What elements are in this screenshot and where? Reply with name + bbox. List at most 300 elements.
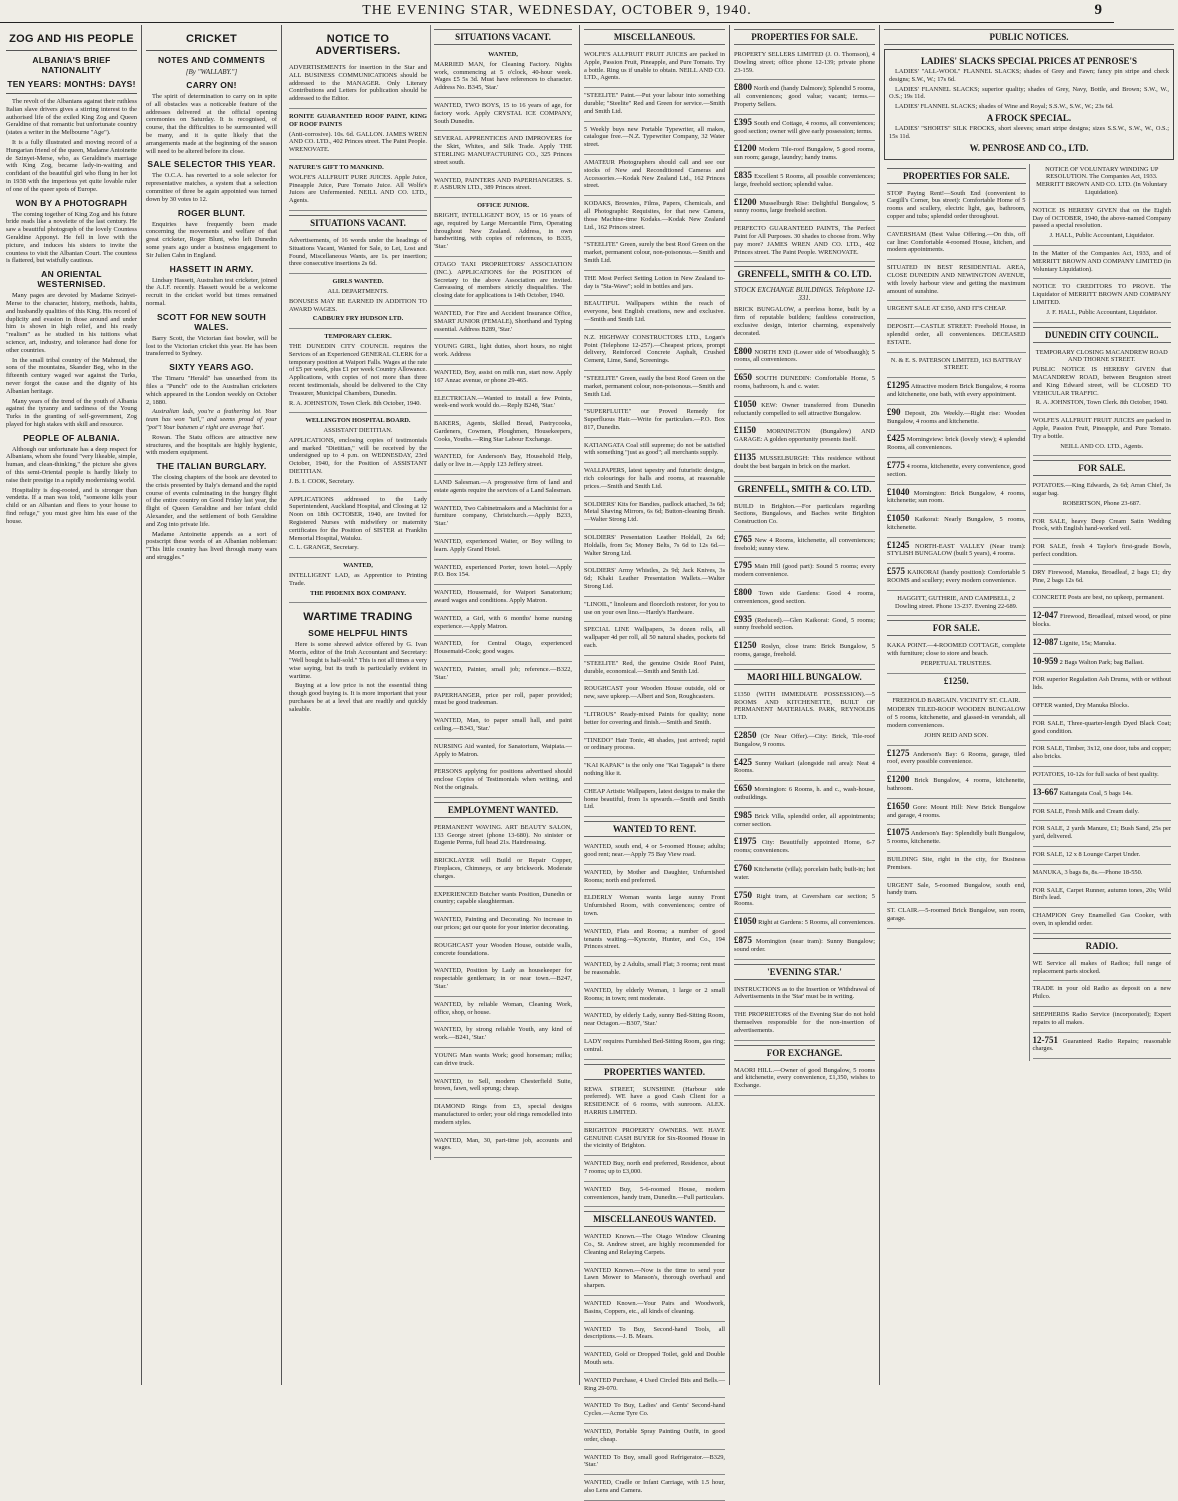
ad-text: KATIANGATA Coal still supreme; do not be satisfied with something "just as good"; all merchants supply. [584,441,725,457]
classified-ad [584,565,725,596]
phone-listing [1033,1035,1172,1060]
ad-text: BUILD in Brighton.—For particulars regarding Sections, Bungalows, and Baches write Brighton Construction Co. [734,502,875,526]
ad-sign: C. L. GRANGE, Secretary. [289,544,359,552]
subcolumn-left [286,25,430,1160]
paragraph: The coming together of King Zog and his future bride reads like a novelette of the last century. He saw a beautiful photograph of the lovely Countess Geraldine Apponyi. He fell in love with the picture, and induces his sisters to invite the countess to visit the Albanian Court. The countess is flattered, but wistfully cautious. [6,210,137,265]
classified-ad [1033,674,1172,698]
classified-ad [584,735,725,759]
ad-text: WANTED To Buy, small good Refrigerator.—B329, 'Star.' [584,1453,725,1469]
ad-text: WANTED, Painting and Decorating. No increase in our prices; get our quote for your interior decorating. [434,916,572,931]
ad-text: WANTED, Portable Spray Painting Outfit, in good order, cheap. [584,1428,725,1443]
section-heading: WON BY A PHOTOGRAPH [15,197,128,208]
listing-text: Musselburgh Rise: Delightful Bungalow, 5 sunny rooms, large freehold section. [734,199,875,215]
classified-ad [434,1076,572,1100]
property-listing [734,452,875,477]
ad-text: WANTED, a Girl, with 6 months' home nursing experience.—Apply Matron. [434,614,572,630]
property-listing [887,827,1026,852]
section-banner: SITUATIONS VACANT. [434,29,572,45]
ad-lead: WELLINGTON HOSPITAL BOARD. [305,417,411,425]
listing-text: KEW: Owner transferred from Dunedin reluctantly compelled to sell attractive Bungalow. [734,401,875,417]
section-heading: SCOTT FOR NEW SOUTH WALES. [156,311,267,332]
section-banner: PROPERTIES FOR SALE. [734,29,875,45]
phone-listing [1033,787,1172,804]
ad-text: FOR SALE, fresh 4 Taylor's first-grade Bowls, perfect condition. [1032,543,1171,559]
article-headline: ZOG AND HIS PEOPLE [9,33,134,45]
property-listing [734,640,875,665]
classified-ad [1033,823,1172,847]
ad-text: WANTED, for Anderson's Bay, Household Help, daily or live in.—Apply 123 Jeffery street. [434,453,572,469]
classified-ad [434,1101,572,1132]
property-listing [887,540,1026,565]
classified-ad [1033,347,1172,414]
ad-text: SOLDIERS' Army Whistles, 2s 9d; Jack Knives, 3s 6d; Khaki Leather Presentation Wallets.—Walter Strong Ltd. [584,567,725,591]
property-listing [734,757,875,782]
classified-ad [584,1375,725,1399]
ad-text: WANTED, Gold or Dropped Toilet, gold and Double Mouth sets. [584,1351,725,1367]
listing-text: South end Cottage, 4 rooms, all conveniences; good section; owner will give early possession; terms. [734,119,875,135]
section-heading: SALE SELECTOR THIS YEAR. [147,159,276,170]
ad-text: FOR SALE, 2 yards Manure, £1; Bush Sand, 25s per yard, delivered. [1032,825,1171,841]
classified-ad [434,664,572,688]
ad-text: WANTED, by Mother and Daughter, Unfurnished Rooms; north end preferred. [584,868,725,884]
price: £1040 [887,486,910,497]
listing-text: 4 rooms, kitchenette, every convenience, good section. [887,462,1026,478]
price: £835 [734,169,752,180]
classified-ad [887,593,1026,617]
classified-ad [434,536,572,560]
property-listing [734,560,875,585]
classified-ad [434,999,572,1023]
price: £1050 [734,398,757,409]
classified-ad [434,741,572,765]
classified-ad [434,889,572,913]
listing-text: SOUTH DUNEDIN: Comfortable Home, 5 rooms, bathroom, h. and c. water. [734,375,875,390]
classified-ad [434,259,572,306]
ad-text: THE Most Perfect Setting Lotion in New Zealand to-day is "Sta-Wave"; sold in bottles and jars. [584,274,725,290]
section-banner: FOR EXCHANGE. [734,1045,875,1061]
classified-ad [1033,541,1172,565]
ad-subhead: ASSISTANT DIETITIAN. [323,427,393,435]
ad-text: WANTED, for Central Otago, experienced Housemaid-Cook; good wages. [434,640,572,656]
ad-text: CONCRETE Posts are best, no upkeep, permanent. [1032,594,1165,602]
classified-ad [434,418,572,449]
listing-text: Sunny Waikari (alongside rail area): Neat 4 Rooms. [734,759,875,775]
paragraph: Lindsay Hassett, Australian test cricketer, joined the A.I.F. recently. Hassett would be a welcome recruit in the cricket world but times remained normal. [146,276,277,307]
ad-text: PROPERTY SELLERS LIMITED (J. O. Thomson), 4 Dowling street; office phone 12-139; private phone 23-159. [734,51,875,74]
paragraph: The O.C.A. has reverted to a sole selector for representative matches, a system that a selection committee of three be again appointed was turned down by 30 votes to 12. [146,172,277,203]
ad-text: MODERN TILED-ROOF WOODEN BUNGALOW of 5 rooms, kitchenette, and glassed-in verandah, all modern conveniences. [887,706,1026,730]
ad-text: LADIES' FLANNEL SLACKS; superior quality; shades of Grey, Navy, Bottle, and Brown; S.W., W., O.S.; 19s 11d. [889,85,1169,101]
section-banner: FOR SALE. [887,620,1026,636]
column-properties [730,25,880,1385]
listing-text: Brick Bungalow, 4 rooms, kitchenette, bathroom. [887,777,1026,793]
ad-text: LADIES' FLANNEL SLACKS; shades of Wine and Royal; S.S.W., S.W., W.; 23s 6d. [895,103,1114,111]
price: £1245 [887,539,910,550]
ad-text: BUILDING Site, right in the city, for Business Premises. [887,856,1026,871]
property-listing [887,487,1026,512]
classified-ad [1033,983,1172,1007]
property-listing [734,82,875,114]
classified-ad [434,477,572,501]
ad-text: YOUNG Man wants Work; good horseman; milks; can drive truck. [434,1051,572,1067]
classified-ad [584,599,725,623]
paragraph: Hospitality is dog-rooted, and is stronger than vendetta. If a man was told, "someone kills your child or an Albanian and flees to your house to find refuge," you must give him his ease of the house. [6,486,137,525]
column-miscellaneous [580,25,730,1495]
ad-text: WANTED, PAINTERS AND PAPERHANGERS. S. F. ASBURN LTD., 389 Princes street. [434,176,572,192]
price: £800 [734,345,752,356]
property-listing [734,783,875,808]
section-banner: GRENFELL, SMITH & CO. LTD. [734,266,875,282]
ad-text: WANTED, Housemaid, for Waipori Sanatorium; award wages and conditions. Apply Matron. [434,589,572,605]
price: £425 [734,756,752,767]
article-headline: WARTIME TRADING [303,611,413,624]
classified-ad [289,276,427,329]
classified-ad [887,303,1026,319]
classified-ad [584,532,725,563]
ad-text: CHAMPION Grey Enamelled Gas Cooker, with oven, in splendid order. [1032,912,1171,927]
classified-ad [434,613,572,637]
ad-sign: R. A. JOHNSTON, Town Clerk. 8th October, 1940. [289,399,422,407]
ad-text: ST. CLAIR.—5-roomed Brick Bungalow, sun room, garage. [887,907,1026,922]
classified-ad [434,1135,572,1159]
listing-text: Main Hill (good part): Sound 5 rooms; every modern convenience. [734,563,875,579]
ad-text: WE Service all makes of Radios; full range of replacement parts stocked. [1032,959,1171,975]
byline: [By "WALLABY."] [185,68,238,76]
classified-ad [584,90,725,121]
classified-ad [434,940,572,964]
ad-text: DEPOSIT.—CASTLE STREET: Freehold House, in splendid order, all conveniences. DECEASED ESTATE. [887,323,1026,346]
property-listing [887,460,1026,485]
listing-text: Mornington (near tram): Sunny Bungalow; sound order. [734,938,875,953]
ad-sign: W. PENROSE AND CO., LTD. [969,142,1089,153]
property-listing [887,774,1026,799]
ad-text: WANTED, For Fire and Accident Insurance Office, SMART JUNIOR (FEMALE), Shorthand and Typing essential. Address B289, 'Star.' [434,309,572,333]
section-heading: AN ORIENTAL WESTERNISED. [37,269,106,290]
ad-text: WANTED To Buy, Second-hand Tools, all descriptions.—J. B. Mears. [584,1325,725,1341]
ad-text: REWA STREET, SUNSHINE (Harbour side preferred). WE have a good Cash Client for a RESIDENCE of 6 rooms, with sunroom. ALEX. HARRIS LIMITED. [584,1085,725,1116]
price: £395 [734,116,752,127]
classified-ad [887,880,1026,904]
classified-ad [1033,867,1172,883]
price: £1135 [734,451,757,462]
classified-ad [1033,248,1172,279]
ad-text: BRICK BUNGALOW, a peerless home, built by a firm of reputable builders; faultless construction, exclusive design, interior charming, expensively decorated. [734,306,875,337]
ad-text: EXPERIENCED Butcher wants Position, Dunedin or country; capable slaughterman. [434,890,572,906]
classified-ad [1033,718,1172,742]
classified-ad [584,658,725,682]
ad-lead: WANTED, [343,562,373,570]
ad-subtitle: A FROCK SPECIAL. [986,112,1072,123]
ad-lead: GIRLS WANTED. [332,278,384,286]
ad-text: FOR SALE, Fresh Milk and Cream daily. [1032,807,1139,815]
price: £800 [734,587,752,598]
classified-ad [434,587,572,611]
ad-text: LADIES' "SHORTS" SILK FROCKS, short sleeves; smart stripe designs; sizes S.S.W., S.W., W., O.S.; 15s 11d. [889,124,1169,140]
ad-text: OFFER wanted, Dry Manuka Blocks. [1032,702,1130,710]
property-listing [734,170,875,195]
ad-text: APPLICATIONS addressed to the Lady Superintendent, Auckland Hospital, and Closing at 12 Noon on 18th OCTOBER, 1940, are Invited for Registered Nurses with midwifery or maternity certificates for the Position of SISTER at Franklin Memorial Hospital, Waiuku. [289,495,427,542]
classified-ad [584,841,725,865]
property-listing [734,425,875,450]
property-listing [734,890,875,915]
ad-text: WANTED Known.—The Otago Window Cleaning Co., St. Andrew street, are highly recommended for Cleaning and Relaying Carpets. [584,1233,725,1256]
section-banner: FOR SALE. [1033,460,1172,476]
classified-ad [584,273,725,297]
classified-ad [584,1125,725,1156]
ad-sign: J. B. I. COOK, Secretary. [289,477,355,485]
price: £2850 [734,730,757,741]
ad-text: YOUNG GIRL, light duties, short hours, no night work. Address [434,343,572,359]
article-subhead: NOTES AND COMMENTS [157,55,266,65]
classified-ad [434,100,572,131]
listing-text: Excellent 5 Rooms, all possible conveniences; large, freehold section; splendid value. [734,172,875,188]
ad-text: WANTED Buy, 5-6-roomed House, modern conveniences, handy tram, Dunedin.—Full particulars. [584,1185,725,1201]
listing-text: Right at Gardens: 5 Rooms, all conveniences. [758,919,875,927]
classified-ad [584,124,725,155]
property-listing [734,836,875,861]
classified-ad [734,49,875,80]
ad-sign: JOHN REID AND SON. [924,731,989,739]
phone-number: 10-959 [1032,655,1058,666]
price: £1050 [734,916,757,927]
classified-ad [734,1009,875,1040]
ad-text: WANTED Known.—Now is the time to send your Lawn Mower to Manson's, thorough overhaul and sharpen. [584,1266,725,1290]
listing-text: Right tram, at Caversham car section; 5 Rooms. [734,892,875,908]
ad-text: DRY Firewood, Manuka, Broadleaf, 2 bags £1; dry Pine, 2 bags 12s 6d. [1032,568,1171,584]
classified-ad [734,689,875,728]
price: £765 [734,533,752,544]
classified-ad [1033,516,1172,540]
ad-text: "STEELITE" Paint.—Put your labour into something durable; "Steelite" Red and Green for service.—Smith and Smith Ltd. [584,92,725,115]
price: £760 [734,863,752,874]
section-banner: 'EVENING STAR.' [734,964,875,980]
ad-lead: FREEHOLD BARGAIN. VICINITY ST. CLAIR. [892,696,1021,704]
section-banner: EMPLOYMENT WANTED. [434,802,572,818]
ad-lead: NATURE'S GIFT TO MANKIND. [289,163,384,171]
ad-lead: NOTICE OF VOLUNTARY WINDING UP RESOLUTION. The Companies Act, 1933. MERRITT BROWN AND CO. LTD. (In Voluntary Liquidation). [1036,165,1168,196]
ad-text: WANTED, by reliable Woman, Cleaning Work, office, shop, or house. [434,1000,572,1016]
phone-listing [1033,637,1172,654]
ad-lead: WANTED, [488,51,518,58]
property-listing [734,810,875,835]
phone-number: 13-667 [1032,786,1058,797]
paragraph: The closing chapters of the book are devoted to the crisis presented by Italy's demand and the rapid course of events culminating in the hungry flight of the entire country on Good Friday last year, the flight of Queen Geraldine and her infant child Alexander, and the settlement of both Geraldine and Zog into private life. [146,474,277,528]
classified-ad [1033,205,1172,246]
ad-text: ELDERLY Woman wants large sunny Front Unfurnished Room, with conveniences; centre of town. [584,894,725,917]
classified-ad [584,198,725,237]
classified-ad [584,1231,725,1262]
ad-text: WANTED Known.—Your Pairs and Woodwork, Basins, Coppers, etc., all kinds of cleaning. [584,1300,725,1315]
property-listing [887,676,1026,693]
classified-ad [584,157,725,196]
ad-text: MANUKA, 3 bags 8s, 8s.—Phone 18-550. [1032,868,1143,876]
ad-text: WALLPAPERS, latest tapestry and futuristic designs, rich colourings for halls and rooms, at reasonable prices.—Smith and Smith Ltd. [584,467,725,490]
paragraph: Many years of the trend of the youth of Albania against the tyranny and tardiness of the Young Turks in the granting of self-government, Zog played for high stakes with skill and resource. [6,397,137,428]
classified-ad [1033,769,1172,785]
ad-sign: CADBURY FRY HUDSON LTD. [312,315,404,323]
ad-text: CHEAP Artistic Wallpapers, latest designs to make the home beautiful, from 1s upwards.—Smith and Smith Ltd. [584,787,725,811]
listing-text: MUSSELBURGH: This residence without doubt the best bargain in brick on the market. [734,454,875,470]
listing-text: Kaitangata Coal, 5 bags 14s. [1059,789,1133,797]
classified-ad [434,133,572,172]
notice-title: NOTICE TO ADVERTISERS. [315,33,401,57]
ad-text: NOTICE TO CREDITORS TO PROVE. The Liquidator of MERRITT BROWN AND COMPANY LIMITED. [1032,283,1171,306]
classified-ad [734,1065,875,1096]
section-subhead: STOCK EXCHANGE BUILDINGS. Telephone 12-331. [734,286,875,303]
price: £1200 [734,143,757,154]
ad-text: BEAUTIFUL Wallpapers within the reach of everyone, best English creations, new and exclusive.—Smith and Smith Ltd. [584,300,725,323]
ad-text: APPLICATIONS, enclosing copies of testimonials and marked "Dietitian," will be received by the undersigned up to 4 p.m. on WEDNESDAY, 23rd October, 1940, for the Position of ASSISTANT DIETITIAN. [289,436,427,476]
classified-ad [289,62,427,109]
ad-sign: THE PHOENIX BOX COMPANY. [310,589,406,597]
ad-sign: HAGGITT, GUTHRIE, AND CAMPBELL, 2 Dowling street. Phone 13-237. Evening 22-689. [895,594,1018,610]
ad-text: POTATOES.—King Edwards, 2s 6d; Arran Chief, 3s sugar bag. [1032,482,1171,498]
ad-text: PUBLIC NOTICE IS HEREBY GIVEN that MACANDREW ROAD, between Brugnton street and King Edward street, will be CLOSED TO VEHICULAR TRAFFIC. [1032,366,1171,397]
column-cricket [142,25,282,1385]
property-listing [734,143,875,168]
listing-text: New 4 Rooms, kitchenette, all conveniences; freehold; sunny view. [734,536,875,552]
ad-text: (Anti-corrosive). 10s. 6d. GALLON. JAMES WREN AND CO. LTD., 402 Princes street. The Paint People. WRENOVATE. [289,130,427,154]
ad-text: PERSONS applying for positions advertised should enclose Copies of Testimonials when writing, and Not the originals. [434,768,572,791]
verse: Australian lads, you're a feathering lot. Your team has won "tail," and seems proud of your "pot"! Your batsmen a' right are average 'bat'. [146,408,277,431]
classified-ad [584,1349,725,1373]
classified-ad [887,321,1026,352]
listing-text: Attractive modern Brick Bungalow, 4 rooms and kitchenette, one bath, with every appointment. [887,383,1026,398]
ad-text: "SUPERFLUITE" our Proved Remedy for Superfluous Hair.—Write for particulars.—P.O. Box 817, Dunedin. [584,408,725,431]
property-listing [887,801,1026,826]
classified-ad [734,223,875,262]
classified-ad [434,1050,572,1074]
ad-text: N.Z. HIGHWAY CONSTRUCTORS LTD., Logan's Point (Telephone 12-257).—Cheapest prices, prompt delivery, Reinforced Concrete Asphalt, Crushed Cement, Lime, Sand, Screenings. [584,333,725,365]
paragraph: In the small tribal country of the Mahmud, the sons of the mountains, Skander Beg, who in the fifteenth century waged war against the Turks, never forgot the cause and the dignity of his Albanian heritage. [6,356,137,395]
ad-sign: R. A. JOHNSTON, Town Clerk. 8th October, 1940. [1035,399,1168,407]
property-listing [887,433,1026,458]
classified-ad [434,200,572,257]
ad-text: WANTED, by 2 Adults, small Flat; 3 rooms; rent must be reasonable. [584,961,725,976]
classified-ad [1033,480,1172,513]
paragraph: The Timaru "Herald" has unearthed from its files a "Punch" ode to the Australian cricketers which appeared in the London weekly on October 2, 1880. [146,375,277,406]
classified-ad [584,1426,725,1450]
paragraph: The spirit of determination to carry on in spite of all obstacles was a noticeable feature of the addresses delivered at the official opening ceremonies on Saturday. It is recognised, of course, that the difficulties to be surmounted will be many, and it is quite likely that the arrangements made at the beginning of the season will need to be altered before its close. [146,93,277,155]
ad-text: BONUSES MAY BE EARNED IN ADDITION TO AWARD WAGES. [289,297,427,313]
ad-text: MARRIED MAN, for Cleaning Factory. Nights work, commencing at 5 o'clock, 40-hour week. Wages £5 5s 3d. Must have references to character. Address No. B345, 'Star.' [434,60,572,92]
property-listing [734,916,875,933]
property-listing [734,346,875,371]
ad-text: WANTED, Two Cabinetmakers and a Machinist for a furniture company, Christchurch.—Apply B233, 'Star.' [434,504,572,528]
columns [2,25,1171,1495]
ad-text: ROUGHCAST your Wooden House outside, old or new, save upkeep.—Albert and Son, Roughcasters. [584,685,725,701]
ad-sign: J. HALL, Public Accountant, Liquidator. [1049,232,1154,240]
ad-text: ROUGHCAST your Wooden House, outside walls, concrete foundations. [434,941,572,957]
property-listing [734,399,875,424]
classified-ad [434,690,572,714]
paragraph: Barry Scott, the Victorian fast bowler, will be lost to the Victorian cricket this year. He has been transferred to Sydney. [146,334,277,358]
section-banner: SITUATIONS VACANT. [289,215,427,231]
classified-ad [584,1324,725,1348]
ad-text: ALL DEPARTMENTS. [327,287,389,295]
classified-ad [584,239,725,270]
ad-text: WANTED, Flats and Rooms; a number of good tenants waiting.—Kyncote, Hunter, and Co., 194 Princes street. [584,927,725,951]
classified-ad [584,1184,725,1208]
ad-text: SEVERAL APPRENTICES AND IMPROVERS for the Skirt, Whites, and Silk Trade. Apply THE STERLING MANUFACTURING CO., 325 Princes street south. [434,135,572,166]
masthead [0,0,1114,23]
ad-title: LADIES' SLACKS SPECIAL PRICES AT PENROSE'S [921,56,1137,66]
ad-sign: PERPETUAL TRUSTEES. [920,660,992,668]
ad-text: SHEPHERDS Radio Service (incorporated); Expert repairs to all makes. [1032,1010,1171,1026]
property-listing [734,614,875,639]
classified-ad [584,1265,725,1296]
price: £1250. [943,675,969,686]
paragraph: Many pages are devoted by Madame Szinyei-Merse to the character, history, methods, habits, and husbandly qualities of this King. His record of duplicity and evasion in those around and under him is shown in high relief, and his ready "realism" as he studied in his tuitions what science, art, industry, and tolerance had done for other countries. [6,292,137,354]
ad-lead: OFFICE JUNIOR. [477,202,529,210]
ad-text: AMATEUR Photographers should call and see our stocks of New and Reconditioned Cameras and Accessories.—Kodak New Zealand Ltd., 162 Princes street. [584,158,725,190]
ad-text: WOLFE'S ALLFRUIT FRUIT JUICES are packed in Apple, Passion Fruit, Pineapple, and Pure Tomato. Try a bottle. [1032,417,1171,440]
classified-ad [887,640,1026,673]
ad-text: NURSING Aid wanted, for Sanatorium, Waipiata.—Apply to Matron. [434,742,572,758]
section-banner: PROPERTIES WANTED. [584,1064,725,1080]
listing-text: Deposit, 20s Weekly.—Right rise: Wooden Bungalow, 4 rooms and kitchenette. [887,409,1026,425]
ad-text: "STEELITE" Green, surely the best Roof Green on the market, permanent colour, non-poisonous.—Smith and Smith Ltd. [584,241,725,264]
ad-text: WANTED Purchase, 4 Used Circled Bits and Bells.—Ring 29-070. [584,1376,725,1392]
ad-text: FOR SALE, heavy Deep Cream Satin Wedding Frock, with English hand-worked veil. [1032,517,1171,533]
classified-ad [1033,849,1172,865]
column-zog-article [2,25,142,1385]
phone-listing [1033,656,1172,673]
classified-ad [584,892,725,923]
ad-text: PAPERHANGER, price per roll, paper provided; must be good tradesman. [434,691,572,707]
article-subhead: ALBANIA'S BRIEF NATIONALITY [32,55,111,75]
ad-text: Advertisements, of 16 words under the headings of Situations Vacant, Wanted for Sale, to Let, Lost and Found, Miscellaneous Wants, are 1s. per insertion; three consecutive insertions 2s 6d. [289,236,427,268]
classified-ad [584,1298,725,1322]
classified-ad [584,1084,725,1123]
classified-ad [584,624,725,655]
section-banner: DUNEDIN CITY COUNCIL. [1033,327,1172,343]
listing-text: Brick Villa, splendid order, all appointments; corner section. [734,812,875,828]
ad-text: FOR SALE, 12 x 8 Lounge Carpet Under. [1032,851,1141,859]
section-banner: WANTED TO RENT. [584,821,725,837]
subcolumn-right [430,25,575,1160]
classified-ad [434,341,572,365]
property-listing [887,748,1026,773]
ad-text: TRADE in your old Radio as deposit on a new Philco. [1032,985,1171,1001]
classified-ad [584,332,725,371]
ad-sign: NEILL AND CO. LTD., Agents. [1060,442,1144,450]
ad-text: THE DUNEDIN CITY COUNCIL requires the Services of an Experienced GENERAL CLERK for a temporary position at Waipori Falls. Wages at the rate of £5 per week, plus £1 per week Country Allowance. Applications, with copies of not more than three recent testimonials, should be delivered to the City Treasurer, Municipal Chambers, Dunedin. [289,342,427,397]
ad-text: LADIES' "ALL-WOOL" FLANNEL SLACKS; shades of Grey and Fawn; fancy pin stripe and check designs; S.W., W.; 17s 6d. [889,68,1169,83]
property-listing [734,117,875,142]
classified-ad [584,440,725,464]
listing-text: Kaikorai: Nearly Bungalow, 5 rooms, kitchenette. [887,516,1026,531]
ad-text: "LITROUS" Ready-mixed Paints for quality; none better for covering and finish.—Smith and Smith. [584,711,725,726]
ad-text: WANTED, Man, to paper small hall, and paint ceiling.—B343, 'Star.' [434,717,572,733]
classified-ad [434,715,572,739]
classified-ad [289,494,427,559]
property-listing [734,863,875,888]
listing-text: Roslyn, close tram: Brick Bungalow, 5 rooms, garage, freehold. [734,643,875,659]
ad-text: WANTED, Painter, small job; reference.—B322, 'Star.' [434,666,572,681]
paragraph: Rowan. The Statu offices are attractive new structures, and the hospitals are highly hygienic, with modern equipment. [146,433,277,457]
ad-text: WANTED, by elderly Lady, sunny Bed-Sitting Room, near Octagon.—B307, 'Star.' [584,1012,725,1028]
classified-ad [887,188,1026,227]
classified-ad [1033,1009,1172,1033]
section-heading: CARRY ON! [186,80,237,90]
page-number: 9 [1094,2,1102,18]
listing-text: Anderson's Bay: 6 Rooms, garage, tiled roof, every possible convenience. [887,750,1026,766]
classified-ad [584,1158,725,1182]
paragraph: Although our unfortunate has a deep respect for Albanians, whom she found "very likeable, simple, human, and clean-thinking," the picture she gives of this semi-Oriental people is hardly likely to raise their prestige in a rapidly modernising world. [6,445,137,484]
classified-ad [1033,700,1172,716]
price: £800 [734,82,752,93]
